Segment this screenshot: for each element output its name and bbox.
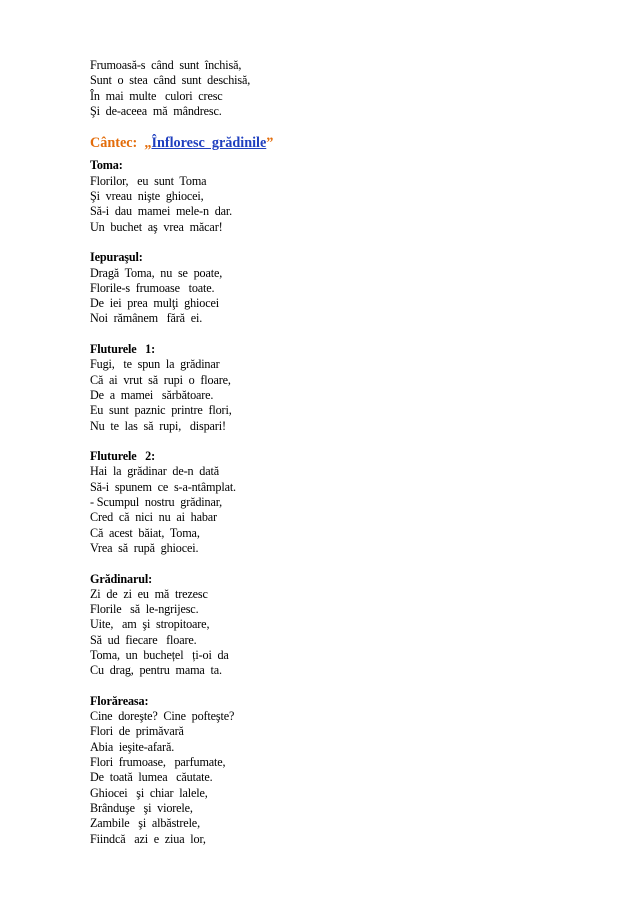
verse-line: Fugi, te spun la grădinar [90, 357, 220, 372]
verse-line: Că acest băiat, Toma, [90, 525, 200, 540]
verse-line: Florile să le-ngrijesc. [90, 602, 199, 617]
verse-line: Cred că nici nu ai habar [90, 510, 217, 525]
dialogue-block-florareasa [90, 694, 590, 847]
dialogue-block-gradinarul [90, 572, 590, 679]
song-title [90, 134, 590, 152]
verse-line: Nu te las să rupi, dispari! [90, 418, 226, 433]
verse-line: Brânduşe şi viorele, [90, 800, 193, 815]
verse-line: Să-i dau mamei mele-n dar. [90, 204, 233, 219]
speaker-name: Iepuraşul: [90, 250, 143, 265]
verse-line: Fiindcă azi e ziua lor, [90, 831, 206, 846]
verse-line: Cu drag, pentru mama ta. [90, 663, 222, 678]
verse-line: Noi rămânem fără ei. [90, 311, 203, 326]
verse-line: Să-i spunem ce s-a-ntâmplat. [90, 479, 236, 494]
verse-line: Florilor, eu sunt Toma [90, 173, 207, 188]
dialogue-block-fluturele-2 [90, 449, 590, 556]
verse-line: Eu sunt paznic printre flori, [90, 403, 232, 418]
verse-line: De a mamei sărbătoare. [90, 387, 214, 402]
verse-line: Abia ieşite-afară. [90, 739, 175, 754]
verse-line: Florile-s frumoase toate. [90, 280, 215, 295]
speaker-name: Fluturele 1: [90, 342, 156, 357]
verse-line: Că ai vrut să rupi o floare, [90, 372, 231, 387]
verse-line: Zi de zi eu mă trezesc [90, 586, 208, 601]
verse-line: Vrea să rupă ghiocei. [90, 540, 199, 555]
verse-line: Frumoasă-s când sunt închisă, [90, 58, 242, 72]
verse-line: Să ud fiecare floare. [90, 632, 197, 647]
dialogue-block-fluturele-1 [90, 342, 590, 434]
verse-line: - Scumpul nostru grădinar, [90, 495, 223, 510]
song-title-link[interactable]: Înfloresc grădinile [151, 135, 267, 152]
song-title-prefix: Cântec: „ [90, 135, 152, 152]
verse-line: Ghiocei şi chiar lalele, [90, 785, 208, 800]
verse-line: Flori de primăvară [90, 724, 184, 739]
intro-stanza [90, 58, 590, 119]
verse-line: Dragă Toma, nu se poate, [90, 265, 223, 280]
speaker-name: Grădinarul: [90, 571, 153, 586]
speaker-name: Fluturele 2: [90, 449, 156, 464]
verse-line: Cine doreşte? Cine pofteşte? [90, 709, 235, 724]
verse-line: Flori frumoase, parfumate, [90, 755, 226, 770]
verse-line: De iei prea mulţi ghiocei [90, 296, 219, 311]
speaker-name: Toma: [90, 158, 123, 173]
verse-line: De toată lumea căutate. [90, 770, 213, 785]
song-title-close-quote: ” [266, 135, 274, 152]
verse-line: Uite, am şi stropitoare, [90, 617, 210, 632]
verse-line: Zambile şi albăstrele, [90, 816, 200, 831]
verse-line: Şi de-aceea mă mândresc. [90, 103, 222, 118]
verse-line: În mai multe culori cresc [90, 88, 223, 103]
verse-line: Şi vreau nişte ghiocei, [90, 189, 204, 204]
dialogue-block-iepurasul [90, 250, 590, 326]
verse-line: Hai la grădinar de-n dată [90, 464, 219, 479]
document-page [90, 58, 590, 862]
verse-line: Toma, un buchețel ți-oi da [90, 647, 229, 662]
speaker-name: Florăreasa: [90, 693, 149, 708]
verse-line: Un buchet aş vrea măcar! [90, 219, 223, 234]
dialogue-block-toma [90, 158, 590, 234]
verse-line: Sunt o stea când sunt deschisă, [90, 73, 251, 88]
